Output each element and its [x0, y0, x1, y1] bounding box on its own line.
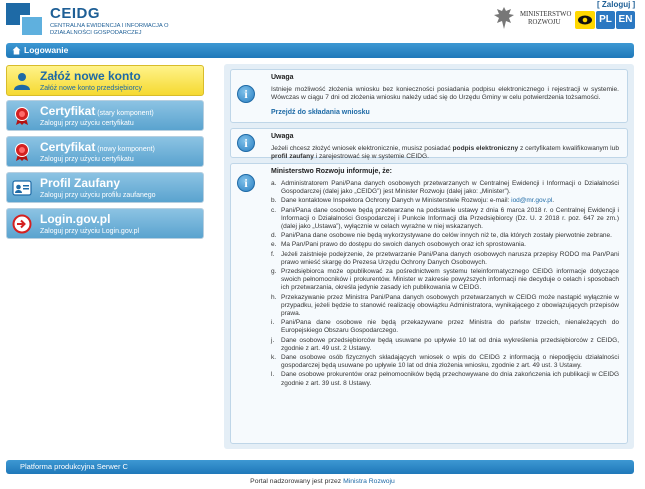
sidebar-item-new-account[interactable]	[6, 65, 204, 96]
ceidg-logo[interactable]	[6, 3, 169, 37]
info-icon: i	[237, 134, 255, 152]
list-item: j. Dane osobowe przedsiębiorców będą usuwane po upływie 10 lat od dnia wykreślenia przedsiębiorców z CEIDG, zgodnie z art. 49 ust. 2 Ustawy.	[271, 336, 619, 352]
notice-electronic-signature	[230, 128, 628, 161]
sidebar-item-subtitle: Załóż nowe konto przedsiębiorcy	[40, 85, 142, 92]
list-item: i. Pani/Pana dane osobowe nie będą przekazywane przez Ministra do państw trzecich, nienależących do Europejskiego Obszaru Gospodarczego.	[271, 319, 619, 335]
notice-gdpr	[230, 163, 628, 444]
list-item: g. Przedsiębiorca może opublikować za pośrednictwem systemu teleinformatycznego CEIDG informacje dotyczące swoich pełnomocników i prokurentów. Minister w zakresie powyższych informacji nie decyduje o celach i sposobach ich przetwarzania, określa jedynie zasady ich publikowania w CEIDG.	[271, 268, 619, 292]
notice-text: Istnieje możliwość złożenia wniosku bez konieczności posiadania podpisu elektronicznego i rejestracji w systemie. Wówczas w ciągu 7 dni od złożenia wniosku należy udać się do Urzędu Gminy w celu potwierdzenia tożsamości.	[271, 86, 619, 102]
gdpr-list	[271, 180, 619, 388]
login-arrow-icon	[12, 214, 32, 234]
eye-icon	[575, 11, 595, 29]
logo-subtitle: CENTRALNA EWIDENCJA I INFORMACJA O DZIAŁALNOŚCI GOSPODARCZEJ	[50, 23, 169, 36]
page-title-bar	[6, 43, 634, 58]
notice-title: Uwaga	[271, 133, 294, 140]
page-title: Logowanie	[24, 45, 69, 55]
iod-email-link[interactable]: iod@mr.gov.pl	[511, 197, 553, 205]
list-item: a. Administratorem Pani/Pana danych osobowych przetwarzanych w Centralnej Ewidencji i Informacji o Działalności Gospodarczej (dalej jako „CEIDG”) jest Minister Rozwoju (dalej jako: „Minister”).	[271, 180, 619, 196]
user-add-icon	[12, 71, 32, 91]
ministry-logo[interactable]	[492, 5, 572, 33]
sidebar-item-title: Login.gov.pl	[40, 212, 111, 226]
list-item: e. Ma Pan/Pani prawo do dostępu do swoich danych osobowych oraz ich sprostowania.	[271, 241, 526, 249]
notice-title: Ministerstwo Rozwoju informuje, że:	[271, 168, 392, 175]
ministry-link[interactable]: Ministra Rozwoju	[343, 478, 395, 485]
header	[0, 0, 645, 40]
list-item: c. Pani/Pana dane osobowe będą przetwarzane na podstawie ustawy z dnia 6 marca 2018 r. o Centralnej Ewidencji i Informacji o Działalności Gospodarczej i Punkcie Informacji dla Przedsiębiorcy (Dz. U. z 2018 r. poz. 647 ze zm.) (dalej jako „Ustawa”), wyłącznie w celach wyrażne w niej wskazanych.	[271, 206, 619, 231]
notice-no-signature	[230, 69, 628, 123]
list-item: f. Jeżeli zaistnieje podejrzenie, że przetwarzanie Pani/Pana danych osobowych narusza przepisy RODO ma Pan/Pani prawo wnieść skargę do Prezesa Urzędu Ochrony Danych Osobowych.	[271, 250, 619, 266]
sidebar-item-subtitle: Zaloguj przy użyciu certyfikatu	[40, 156, 134, 163]
list-item: b. Dane kontaktowe Inspektora Ochrony Danych w Ministerstwie Rozwoju: e-mail: iod@mr.gov.pl.	[271, 197, 555, 205]
main-content	[224, 64, 634, 449]
ministry-name: MINISTERSTWO ROZWOJU	[520, 11, 572, 26]
list-item: h. Przekazywanie przez Ministra Pani/Pana danych osobowych przetwarzanych w CEIDG może nastąpić wyłącznie w przypadku, jeżeli będzie to stanowić realizację obowiązku Administratora, wynikającego z obowiązujących przepisów prawa.	[271, 293, 619, 318]
accessibility-button[interactable]	[575, 11, 595, 29]
sidebar-item-certificate-old[interactable]	[6, 100, 204, 131]
list-item: l. Dane osobowe prokurentów oraz pełnomocników będą przechowywane do dnia zakończenia ich publikacji w CEIDG zgodnie z art. 39 ust. 8 Ustawy.	[271, 371, 619, 387]
sidebar-item-login-gov[interactable]	[6, 208, 204, 239]
sidebar-item-title: Certyfikat (nowy komponent)	[40, 140, 155, 154]
certificate-seal-icon	[12, 106, 32, 126]
lang-pl-button[interactable]: PL	[596, 11, 615, 29]
home-icon	[12, 46, 21, 55]
info-icon: i	[237, 174, 255, 192]
eagle-icon	[492, 5, 516, 31]
list-item: d. Pani/Pana dane osobowe nie będą wykorzystywane do celów innych niż te, dla których zostały pierwotnie zebrane.	[271, 232, 612, 240]
submit-application-link[interactable]: Przejdź do składania wniosku	[271, 108, 370, 116]
footer-note: Portal nadzorowany jest przez Ministra Rozwoju	[250, 478, 395, 485]
sidebar-item-subtitle: Zaloguj przy użyciu certyfikatu	[40, 120, 134, 127]
ceidg-logo-icon	[6, 3, 44, 37]
list-item: k. Dane osobowe osób fizycznych składających wniosek o wpis do CEIDG z informacją o niepodjęciu działalności gospodarczej będą usuwane po upływie 10 lat od dnia złożenia wniosku, zgodnie z art. 49 ust. 3 Ustawy.	[271, 354, 619, 370]
login-link[interactable]: [ Zaloguj ]	[597, 0, 636, 9]
sidebar-item-trusted-profile[interactable]	[6, 172, 204, 203]
lang-en-button[interactable]: EN	[616, 11, 635, 29]
sidebar-item-title: Załóż nowe konto	[40, 69, 141, 83]
certificate-seal-icon	[12, 142, 32, 162]
info-icon: i	[237, 85, 255, 103]
footer-bar: Platforma produkcyjna Serwer C	[6, 460, 634, 474]
sidebar-item-certificate-new[interactable]	[6, 136, 204, 167]
sidebar-item-subtitle: Zaloguj przy użyciu Login.gov.pl	[40, 228, 140, 235]
logo-title: CEIDG	[50, 5, 101, 22]
sidebar-item-title: Profil Zaufany	[40, 176, 121, 190]
sidebar-item-subtitle: Zaloguj przy użyciu profilu zaufanego	[40, 192, 156, 199]
notice-text: Jeżeli chcesz złożyć wniosek elektronicznie, musisz posiadać podpis elektroniczny z certyfikatem kwalifikowanym lub profil zaufany i zarejestrować się w systemie CEIDG.	[271, 145, 619, 161]
id-card-icon	[12, 178, 32, 198]
sidebar-item-title: Certyfikat (stary komponent)	[40, 104, 154, 118]
notice-title: Uwaga	[271, 74, 294, 81]
